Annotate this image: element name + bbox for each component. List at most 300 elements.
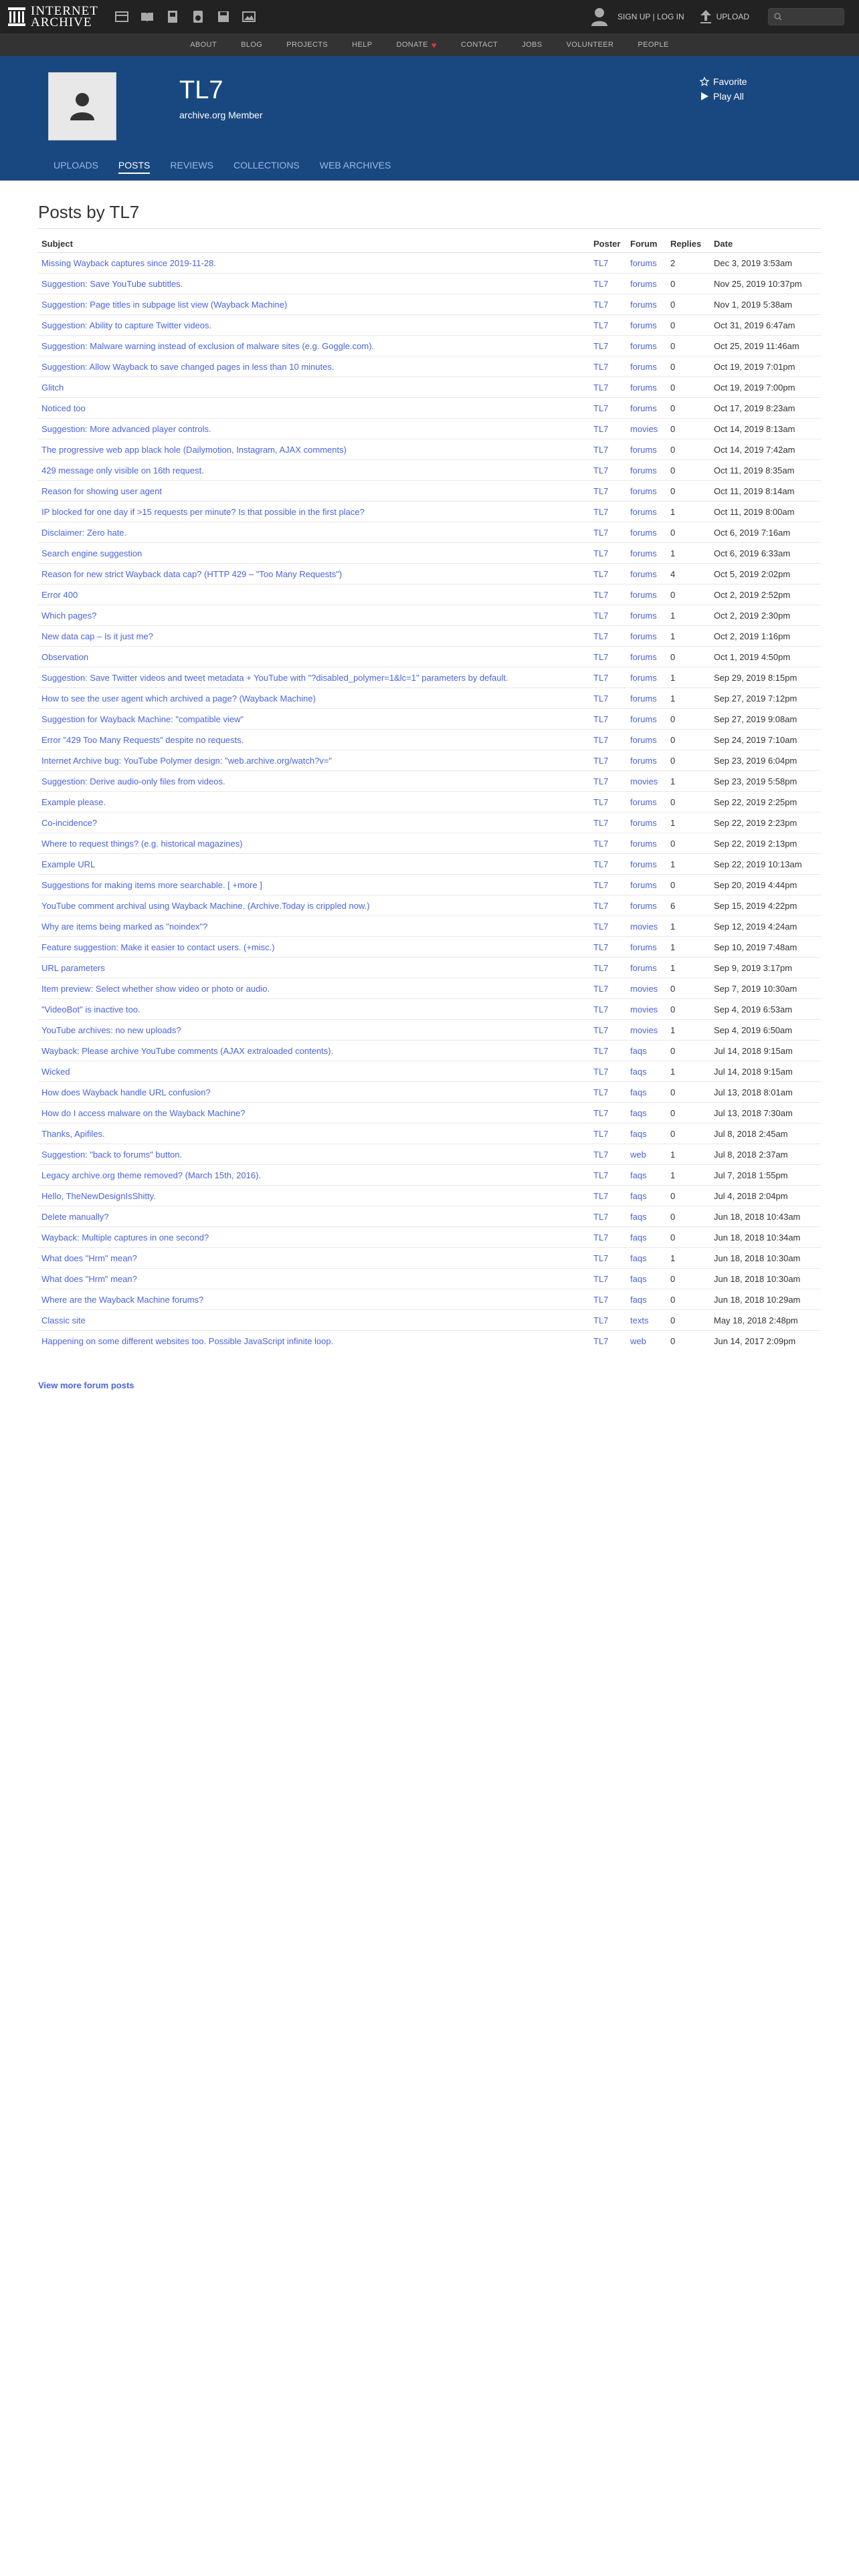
nav-donate[interactable] bbox=[396, 40, 437, 50]
internet-archive-logo[interactable] bbox=[8, 5, 98, 28]
post-subject-link[interactable]: URL parameters bbox=[41, 962, 105, 973]
post-forum-link[interactable]: forums bbox=[630, 320, 657, 330]
post-poster-link[interactable]: TL7 bbox=[593, 714, 609, 724]
post-replies: 0 bbox=[670, 1315, 676, 1325]
table-row bbox=[38, 937, 821, 958]
audio-icon[interactable] bbox=[191, 9, 205, 24]
nav-projects[interactable]: PROJECTS bbox=[286, 41, 328, 49]
cell-forum bbox=[627, 1082, 667, 1103]
post-poster-link[interactable]: TL7 bbox=[593, 734, 609, 745]
post-poster-link[interactable]: TL7 bbox=[593, 1004, 609, 1014]
post-poster-link[interactable]: TL7 bbox=[593, 382, 609, 393]
cell-poster bbox=[590, 709, 627, 730]
post-subject-link[interactable]: Suggestion for Wayback Machine: "compatible view" bbox=[41, 714, 244, 724]
post-subject-link[interactable]: Error "429 Too Many Requests" despite no requests. bbox=[41, 734, 244, 745]
post-subject-link[interactable]: How does Wayback handle URL confusion? bbox=[41, 1087, 211, 1097]
column-header-subject: Subject bbox=[38, 235, 590, 253]
post-subject-link[interactable]: What does "Hrm" mean? bbox=[41, 1253, 137, 1263]
post-forum-link[interactable]: faqs bbox=[630, 1107, 647, 1118]
post-poster-link[interactable]: TL7 bbox=[593, 403, 609, 413]
cell-forum bbox=[627, 377, 667, 398]
post-subject-link[interactable]: Suggestion: Allow Wayback to save changed pages in less than 10 minutes. bbox=[41, 361, 335, 372]
cell-subject bbox=[38, 1269, 590, 1289]
post-poster-link[interactable]: TL7 bbox=[593, 278, 609, 289]
post-subject-link[interactable]: YouTube archives: no new uploads? bbox=[41, 1025, 181, 1035]
cell-forum bbox=[627, 1227, 667, 1248]
post-forum-link[interactable]: forums bbox=[630, 631, 657, 641]
post-subject-link[interactable]: Hello, TheNewDesignIsShitty. bbox=[41, 1190, 156, 1201]
cell-poster bbox=[590, 771, 627, 792]
cell-replies bbox=[667, 709, 710, 730]
post-forum-link[interactable]: forums bbox=[630, 942, 657, 952]
tab-web-archives[interactable]: WEB ARCHIVES bbox=[319, 160, 391, 171]
post-forum-link[interactable]: faqs bbox=[630, 1190, 647, 1201]
post-subject-link[interactable]: Suggestion: Malware warning instead of exclusion of malware sites (e.g. Goggle.com). bbox=[41, 340, 375, 351]
post-subject-link[interactable]: YouTube comment archival using Wayback Machine. (Archive.Today is crippled now.) bbox=[41, 900, 370, 911]
cell-replies bbox=[667, 937, 710, 958]
post-poster-link[interactable]: TL7 bbox=[593, 921, 609, 932]
table-row bbox=[38, 584, 821, 605]
post-forum-link[interactable]: faqs bbox=[630, 1211, 647, 1222]
post-date: Oct 31, 2019 6:47am bbox=[714, 320, 795, 330]
post-forum-link[interactable]: forums bbox=[630, 506, 657, 517]
post-replies: 0 bbox=[670, 423, 676, 434]
post-poster-link[interactable]: TL7 bbox=[593, 1190, 609, 1201]
post-poster-link[interactable]: TL7 bbox=[593, 568, 609, 579]
cell-forum bbox=[627, 916, 667, 937]
post-subject-link[interactable]: Thanks, Apifiles. bbox=[41, 1128, 105, 1139]
cell-replies bbox=[667, 584, 710, 605]
post-subject-link[interactable]: Suggestion: Page titles in subpage list view (Wayback Machine) bbox=[41, 299, 288, 310]
post-poster-link[interactable]: TL7 bbox=[593, 962, 609, 973]
post-date: Sep 10, 2019 7:48am bbox=[714, 942, 797, 952]
post-replies: 6 bbox=[670, 900, 676, 911]
post-poster-link[interactable]: TL7 bbox=[593, 838, 609, 849]
post-poster-link[interactable]: TL7 bbox=[593, 796, 609, 807]
post-subject-link[interactable]: How to see the user agent which archived a page? (Wayback Machine) bbox=[41, 693, 316, 704]
post-subject-link[interactable]: Classic site bbox=[41, 1315, 86, 1325]
post-date: Oct 14, 2019 7:42am bbox=[714, 444, 795, 455]
post-forum-link[interactable]: forums bbox=[630, 672, 657, 683]
cell-poster bbox=[590, 274, 627, 294]
post-forum-link[interactable]: forums bbox=[630, 817, 657, 828]
cell-date bbox=[710, 460, 821, 481]
post-subject-link[interactable]: Happening on some different websites too. Possible JavaScript infinite loop. bbox=[41, 1335, 334, 1346]
post-poster-link[interactable]: TL7 bbox=[593, 1128, 609, 1139]
post-forum-link[interactable]: forums bbox=[630, 838, 657, 849]
cell-subject bbox=[38, 895, 590, 916]
post-forum-link[interactable]: forums bbox=[630, 796, 657, 807]
avatar bbox=[48, 72, 116, 140]
post-forum-link[interactable]: forums bbox=[630, 714, 657, 724]
post-poster-link[interactable]: TL7 bbox=[593, 1335, 609, 1346]
cell-subject bbox=[38, 1289, 590, 1310]
post-poster-link[interactable]: TL7 bbox=[593, 900, 609, 911]
post-poster-link[interactable]: TL7 bbox=[593, 444, 609, 455]
post-date: Oct 11, 2019 8:14am bbox=[714, 486, 795, 496]
post-forum-link[interactable]: forums bbox=[630, 382, 657, 393]
play-all-button[interactable] bbox=[700, 91, 747, 102]
post-forum-link[interactable]: forums bbox=[630, 589, 657, 600]
cell-forum bbox=[627, 274, 667, 294]
cell-forum bbox=[627, 439, 667, 460]
cell-poster bbox=[590, 377, 627, 398]
post-subject-link[interactable]: Glitch bbox=[41, 382, 64, 393]
nav-volunteer[interactable]: VOLUNTEER bbox=[566, 41, 614, 49]
post-subject-link[interactable]: What does "Hrm" mean? bbox=[41, 1273, 137, 1284]
post-poster-link[interactable]: TL7 bbox=[593, 1087, 609, 1097]
profile-header bbox=[0, 56, 859, 181]
post-subject-link[interactable]: Why are items being marked as "noindex"? bbox=[41, 921, 208, 932]
cell-date bbox=[710, 377, 821, 398]
texts-icon[interactable] bbox=[140, 9, 155, 24]
cell-replies bbox=[667, 1123, 710, 1144]
post-forum-link[interactable]: forums bbox=[630, 755, 657, 766]
post-subject-link[interactable]: Suggestions for making items more searchable. [ +more ] bbox=[41, 879, 262, 890]
post-forum-link[interactable]: forums bbox=[630, 693, 657, 704]
post-forum-link[interactable]: forums bbox=[630, 900, 657, 911]
post-subject-link[interactable]: Reason for new strict Wayback data cap? (HTTP 429 – "Too Many Requests") bbox=[41, 568, 343, 579]
nav-help[interactable]: HELP bbox=[352, 41, 373, 49]
cell-subject bbox=[38, 771, 590, 792]
cell-replies bbox=[667, 294, 710, 315]
post-forum-link[interactable]: web bbox=[630, 1149, 646, 1160]
post-poster-link[interactable]: TL7 bbox=[593, 983, 609, 994]
post-forum-link[interactable]: web bbox=[630, 1335, 646, 1346]
post-poster-link[interactable]: TL7 bbox=[593, 610, 609, 621]
post-forum-link[interactable]: faqs bbox=[630, 1128, 647, 1139]
play-all-label: Play All bbox=[713, 91, 744, 102]
post-forum-link[interactable]: forums bbox=[630, 879, 657, 890]
upload-label: UPLOAD bbox=[716, 12, 749, 21]
cell-forum bbox=[627, 481, 667, 502]
images-icon[interactable] bbox=[242, 9, 256, 24]
video-icon[interactable] bbox=[165, 9, 180, 24]
post-subject-link[interactable]: New data cap – Is it just me? bbox=[41, 631, 153, 641]
post-forum-link[interactable]: faqs bbox=[630, 1294, 647, 1305]
user-icon[interactable] bbox=[591, 7, 608, 26]
post-date: Nov 25, 2019 10:37pm bbox=[714, 278, 802, 289]
post-poster-link[interactable]: TL7 bbox=[593, 257, 609, 268]
post-subject-link[interactable]: Wicked bbox=[41, 1066, 70, 1077]
post-replies: 1 bbox=[670, 1066, 676, 1077]
post-replies: 0 bbox=[670, 1211, 676, 1222]
post-poster-link[interactable]: TL7 bbox=[593, 548, 609, 558]
post-subject-link[interactable]: Example please. bbox=[41, 796, 106, 807]
cell-replies bbox=[667, 1041, 710, 1061]
post-forum-link[interactable]: forums bbox=[630, 568, 657, 579]
post-replies: 0 bbox=[670, 1004, 676, 1014]
post-forum-link[interactable]: forums bbox=[630, 444, 657, 455]
post-forum-link[interactable]: forums bbox=[630, 548, 657, 558]
post-subject-link[interactable]: Suggestion: Derive audio-only files from videos. bbox=[41, 776, 225, 786]
cell-poster bbox=[590, 439, 627, 460]
post-forum-link[interactable]: movies bbox=[630, 776, 658, 786]
cell-subject bbox=[38, 978, 590, 999]
favorite-button[interactable] bbox=[700, 76, 747, 87]
post-subject-link[interactable]: Observation bbox=[41, 651, 89, 662]
cell-subject bbox=[38, 854, 590, 875]
post-date: Jul 7, 2018 1:55pm bbox=[714, 1170, 788, 1180]
cell-subject bbox=[38, 502, 590, 522]
post-date: Jul 14, 2018 9:15am bbox=[714, 1045, 793, 1056]
post-subject-link[interactable]: Wayback: Please archive YouTube comments (AJAX extraloaded contents). bbox=[41, 1045, 334, 1056]
post-forum-link[interactable]: movies bbox=[630, 1025, 658, 1035]
cell-replies bbox=[667, 875, 710, 895]
post-subject-link[interactable]: Suggestion: "back to forums" button. bbox=[41, 1149, 183, 1160]
post-forum-link[interactable]: movies bbox=[630, 1004, 658, 1014]
cell-poster bbox=[590, 854, 627, 875]
post-forum-link[interactable]: forums bbox=[630, 486, 657, 496]
post-poster-link[interactable]: TL7 bbox=[593, 859, 609, 869]
post-poster-link[interactable]: TL7 bbox=[593, 693, 609, 704]
post-poster-link[interactable]: TL7 bbox=[593, 1045, 609, 1056]
post-replies: 0 bbox=[670, 983, 676, 994]
cell-poster bbox=[590, 1206, 627, 1227]
cell-poster bbox=[590, 584, 627, 605]
cell-date bbox=[710, 647, 821, 667]
table-row bbox=[38, 1331, 821, 1352]
post-poster-link[interactable]: TL7 bbox=[593, 486, 609, 496]
post-subject-link[interactable]: IP blocked for one day if >15 requests per minute? Is that possible in the first place? bbox=[41, 506, 365, 517]
cell-replies bbox=[667, 356, 710, 377]
cell-subject bbox=[38, 1144, 590, 1165]
post-date: Sep 22, 2019 10:13am bbox=[714, 859, 802, 869]
post-forum-link[interactable]: forums bbox=[630, 610, 657, 621]
post-poster-link[interactable]: TL7 bbox=[593, 1025, 609, 1035]
post-poster-link[interactable]: TL7 bbox=[593, 1211, 609, 1222]
cell-poster bbox=[590, 1144, 627, 1165]
post-forum-link[interactable]: forums bbox=[630, 299, 657, 310]
post-subject-link[interactable]: Where are the Wayback Machine forums? bbox=[41, 1294, 204, 1305]
cell-date bbox=[710, 564, 821, 584]
cell-poster bbox=[590, 315, 627, 336]
post-forum-link[interactable]: movies bbox=[630, 423, 658, 434]
post-subject-link[interactable]: Error 400 bbox=[41, 589, 78, 600]
post-date: Sep 23, 2019 5:58pm bbox=[714, 776, 797, 786]
cell-forum bbox=[627, 294, 667, 315]
post-poster-link[interactable]: TL7 bbox=[593, 755, 609, 766]
post-subject-link[interactable]: "VideoBot" is inactive too. bbox=[41, 1004, 140, 1014]
post-poster-link[interactable]: TL7 bbox=[593, 465, 609, 475]
table-row bbox=[38, 895, 821, 916]
post-forum-link[interactable]: faqs bbox=[630, 1232, 647, 1243]
post-forum-link[interactable]: movies bbox=[630, 921, 658, 932]
post-date: Jul 8, 2018 2:37am bbox=[714, 1149, 788, 1160]
cell-replies bbox=[667, 1289, 710, 1310]
post-subject-link[interactable]: Example URL bbox=[41, 859, 96, 869]
table-row bbox=[38, 1269, 821, 1289]
post-poster-link[interactable]: TL7 bbox=[593, 299, 609, 310]
post-subject-link[interactable]: Internet Archive bug: YouTube Polymer design: "web.archive.org/watch?v=" bbox=[41, 755, 332, 766]
table-row bbox=[38, 1123, 821, 1144]
post-poster-link[interactable]: TL7 bbox=[593, 1170, 609, 1180]
post-subject-link[interactable]: Noticed too bbox=[41, 403, 86, 413]
nav-blog[interactable]: BLOG bbox=[241, 41, 263, 49]
cell-poster bbox=[590, 875, 627, 895]
cell-subject bbox=[38, 336, 590, 356]
table-row bbox=[38, 543, 821, 564]
cell-forum bbox=[627, 792, 667, 813]
post-forum-link[interactable]: forums bbox=[630, 465, 657, 475]
post-forum-link[interactable]: movies bbox=[630, 983, 658, 994]
post-date: Oct 25, 2019 11:46am bbox=[714, 340, 799, 351]
post-subject-link[interactable]: Legacy archive.org theme removed? (March 15th, 2016). bbox=[41, 1170, 262, 1180]
post-subject-link[interactable]: The progressive web app black hole (Dailymotion, Instagram, AJAX comments) bbox=[41, 444, 347, 455]
post-forum-link[interactable]: faqs bbox=[630, 1253, 647, 1263]
tab-posts[interactable]: POSTS bbox=[118, 160, 150, 174]
post-poster-link[interactable]: TL7 bbox=[593, 776, 609, 786]
cell-poster bbox=[590, 1041, 627, 1061]
cell-date bbox=[710, 398, 821, 419]
cell-date bbox=[710, 1186, 821, 1206]
post-poster-link[interactable]: TL7 bbox=[593, 651, 609, 662]
post-forum-link[interactable]: faqs bbox=[630, 1087, 647, 1097]
cell-date bbox=[710, 730, 821, 750]
post-poster-link[interactable]: TL7 bbox=[593, 1253, 609, 1263]
web-icon[interactable] bbox=[114, 9, 129, 24]
post-subject-link[interactable]: Feature suggestion: Make it easier to contact users. (+misc.) bbox=[41, 942, 275, 952]
post-forum-link[interactable]: forums bbox=[630, 403, 657, 413]
signup-login-link[interactable]: SIGN UP | LOG IN bbox=[617, 12, 684, 21]
nav-jobs[interactable]: JOBS bbox=[522, 41, 543, 49]
cell-poster bbox=[590, 1020, 627, 1041]
cell-forum bbox=[627, 1165, 667, 1186]
post-forum-link[interactable]: forums bbox=[630, 361, 657, 372]
tab-reviews[interactable]: REVIEWS bbox=[170, 160, 213, 171]
post-subject-link[interactable]: Disclaimer: Zero hate. bbox=[41, 527, 127, 538]
post-poster-link[interactable]: TL7 bbox=[593, 1273, 609, 1284]
search-input[interactable] bbox=[768, 8, 844, 25]
table-row bbox=[38, 1144, 821, 1165]
post-replies: 0 bbox=[670, 1273, 676, 1284]
post-poster-link[interactable]: TL7 bbox=[593, 340, 609, 351]
cell-poster bbox=[590, 958, 627, 978]
tab-collections[interactable]: COLLECTIONS bbox=[233, 160, 300, 171]
cell-forum bbox=[627, 1331, 667, 1352]
post-subject-link[interactable]: 429 message only visible on 16th request. bbox=[41, 465, 204, 475]
cell-date bbox=[710, 419, 821, 439]
post-forum-link[interactable]: faqs bbox=[630, 1045, 647, 1056]
post-poster-link[interactable]: TL7 bbox=[593, 672, 609, 683]
post-subject-link[interactable]: Suggestion: Save Twitter videos and tweet metadata + YouTube with "?disabled_polymer=1&lc=1" parameters by default. bbox=[41, 672, 508, 683]
nav-people[interactable]: PEOPLE bbox=[638, 41, 669, 49]
cell-replies bbox=[667, 1103, 710, 1123]
post-poster-link[interactable]: TL7 bbox=[593, 1315, 609, 1325]
cell-forum bbox=[627, 709, 667, 730]
post-forum-link[interactable]: forums bbox=[630, 651, 657, 662]
top-nav-bar bbox=[0, 0, 859, 33]
cell-replies bbox=[667, 543, 710, 564]
cell-replies bbox=[667, 274, 710, 294]
post-forum-link[interactable]: faqs bbox=[630, 1273, 647, 1284]
post-replies: 1 bbox=[670, 859, 676, 869]
upload-button[interactable] bbox=[700, 10, 749, 23]
tab-uploads[interactable]: UPLOADS bbox=[54, 160, 98, 171]
post-date: May 18, 2018 2:48pm bbox=[714, 1315, 798, 1325]
post-poster-link[interactable]: TL7 bbox=[593, 631, 609, 641]
post-replies: 0 bbox=[670, 1190, 676, 1201]
cell-subject bbox=[38, 1123, 590, 1144]
post-forum-link[interactable]: texts bbox=[630, 1315, 649, 1325]
post-forum-link[interactable]: faqs bbox=[630, 1170, 647, 1180]
cell-poster bbox=[590, 667, 627, 688]
post-forum-link[interactable]: forums bbox=[630, 257, 657, 268]
post-subject-link[interactable]: Suggestion: More advanced player controls. bbox=[41, 423, 211, 434]
post-forum-link[interactable]: forums bbox=[630, 734, 657, 745]
cell-forum bbox=[627, 502, 667, 522]
post-forum-link[interactable]: forums bbox=[630, 962, 657, 973]
post-replies: 0 bbox=[670, 589, 676, 600]
post-poster-link[interactable]: TL7 bbox=[593, 361, 609, 372]
post-poster-link[interactable]: TL7 bbox=[593, 506, 609, 517]
cell-replies bbox=[667, 336, 710, 356]
post-subject-link[interactable]: Missing Wayback captures since 2019-11-28. bbox=[41, 257, 216, 268]
nav-contact[interactable]: CONTACT bbox=[461, 41, 498, 49]
cell-poster bbox=[590, 937, 627, 958]
post-subject-link[interactable]: How do I access malware on the Wayback Machine? bbox=[41, 1107, 246, 1118]
post-subject-link[interactable]: Wayback: Multiple captures in one second? bbox=[41, 1232, 209, 1243]
post-poster-link[interactable]: TL7 bbox=[593, 817, 609, 828]
post-poster-link[interactable]: TL7 bbox=[593, 320, 609, 330]
nav-about[interactable]: ABOUT bbox=[190, 41, 217, 49]
cell-subject bbox=[38, 937, 590, 958]
post-date: Sep 24, 2019 7:10am bbox=[714, 734, 797, 745]
cell-date bbox=[710, 439, 821, 460]
view-more-forum-posts-link[interactable]: View more forum posts bbox=[38, 1380, 134, 1390]
post-subject-link[interactable]: Search engine suggestion bbox=[41, 548, 142, 558]
cell-poster bbox=[590, 1186, 627, 1206]
post-subject-link[interactable]: Co-incidence? bbox=[41, 817, 98, 828]
post-forum-link[interactable]: faqs bbox=[630, 1066, 647, 1077]
post-poster-link[interactable]: TL7 bbox=[593, 1294, 609, 1305]
post-poster-link[interactable]: TL7 bbox=[593, 942, 609, 952]
post-subject-link[interactable]: Delete manually? bbox=[41, 1211, 109, 1222]
table-row bbox=[38, 647, 821, 667]
post-poster-link[interactable]: TL7 bbox=[593, 1107, 609, 1118]
post-forum-link[interactable]: forums bbox=[630, 340, 657, 351]
post-date: Oct 17, 2019 8:23am bbox=[714, 403, 795, 413]
post-forum-link[interactable]: forums bbox=[630, 527, 657, 538]
cell-date bbox=[710, 253, 821, 274]
post-replies: 0 bbox=[670, 1335, 676, 1346]
post-subject-link[interactable]: Reason for showing user agent bbox=[41, 486, 162, 496]
post-poster-link[interactable]: TL7 bbox=[593, 589, 609, 600]
post-poster-link[interactable]: TL7 bbox=[593, 1232, 609, 1243]
post-subject-link[interactable]: Suggestion: Save YouTube subtitles. bbox=[41, 278, 183, 289]
cell-poster bbox=[590, 1103, 627, 1123]
post-poster-link[interactable]: TL7 bbox=[593, 1149, 609, 1160]
post-subject-link[interactable]: Suggestion: Ability to capture Twitter videos. bbox=[41, 320, 212, 330]
post-date: Jul 4, 2018 2:04pm bbox=[714, 1190, 788, 1201]
post-poster-link[interactable]: TL7 bbox=[593, 1066, 609, 1077]
cell-poster bbox=[590, 1310, 627, 1331]
post-forum-link[interactable]: forums bbox=[630, 859, 657, 869]
cell-poster bbox=[590, 999, 627, 1020]
post-poster-link[interactable]: TL7 bbox=[593, 423, 609, 434]
post-subject-link[interactable]: Where to request things? (e.g. historical magazines) bbox=[41, 838, 243, 849]
cell-replies bbox=[667, 1331, 710, 1352]
post-poster-link[interactable]: TL7 bbox=[593, 527, 609, 538]
post-subject-link[interactable]: Item preview: Select whether show video or photo or audio. bbox=[41, 983, 270, 994]
post-replies: 1 bbox=[670, 1025, 676, 1035]
post-subject-link[interactable]: Which pages? bbox=[41, 610, 97, 621]
post-poster-link[interactable]: TL7 bbox=[593, 879, 609, 890]
software-icon[interactable] bbox=[216, 9, 231, 24]
cell-forum bbox=[627, 1186, 667, 1206]
post-forum-link[interactable]: forums bbox=[630, 278, 657, 289]
cell-subject bbox=[38, 398, 590, 419]
